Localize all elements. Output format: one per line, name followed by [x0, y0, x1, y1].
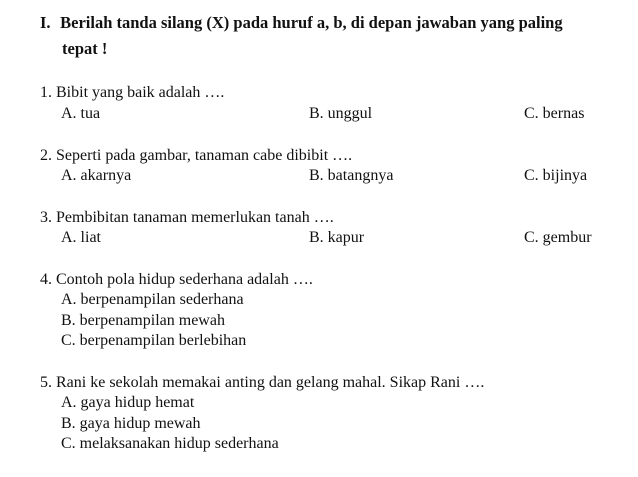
question-1-option-b: B. unggul — [309, 105, 373, 122]
instruction-line-2: tepat ! — [62, 39, 108, 58]
instruction-line-1 — [40, 10, 620, 36]
question-3-text: 3. Pembibitan tanaman memerlukan tanah …. — [40, 209, 334, 226]
question-4-text: 4. Contoh pola hidup sederhana adalah …. — [40, 271, 313, 288]
question-3-option-c: C. gembur — [524, 229, 592, 246]
question-1-option-c: C. bernas — [524, 105, 585, 122]
question-5-option-b: B. gaya hidup mewah — [61, 415, 201, 432]
question-4-option-b: B. berpenampilan mewah — [61, 312, 225, 329]
question-2-text: 2. Seperti pada gambar, tanaman cabe dibibit …. — [40, 147, 353, 164]
question-3-option-a: A. liat — [61, 229, 101, 246]
question-2-option-b: B. batangnya — [309, 167, 394, 184]
question-2-option-a: A. akarnya — [61, 167, 132, 184]
question-4-option-c: C. berpenampilan berlebihan — [61, 332, 247, 349]
instruction-text: Berilah tanda silang (X) pada huruf a, b, di depan jawaban yang paling — [60, 13, 563, 32]
question-5-option-c: C. melaksanakan hidup sederhana — [61, 435, 279, 452]
instruction-number: I. — [40, 13, 51, 32]
question-2-option-c: C. bijinya — [524, 167, 588, 184]
question-5-text: 5. Rani ke sekolah memakai anting dan gelang mahal. Sikap Rani …. — [40, 374, 485, 391]
question-5-option-a: A. gaya hidup hemat — [61, 394, 195, 411]
question-1-option-a: A. tua — [61, 105, 101, 122]
instruction-heading — [40, 10, 620, 62]
question-1-text: 1. Bibit yang baik adalah …. — [40, 84, 225, 101]
question-4-option-a: A. berpenampilan sederhana — [61, 291, 244, 308]
question-3-option-b: B. kapur — [309, 229, 365, 246]
